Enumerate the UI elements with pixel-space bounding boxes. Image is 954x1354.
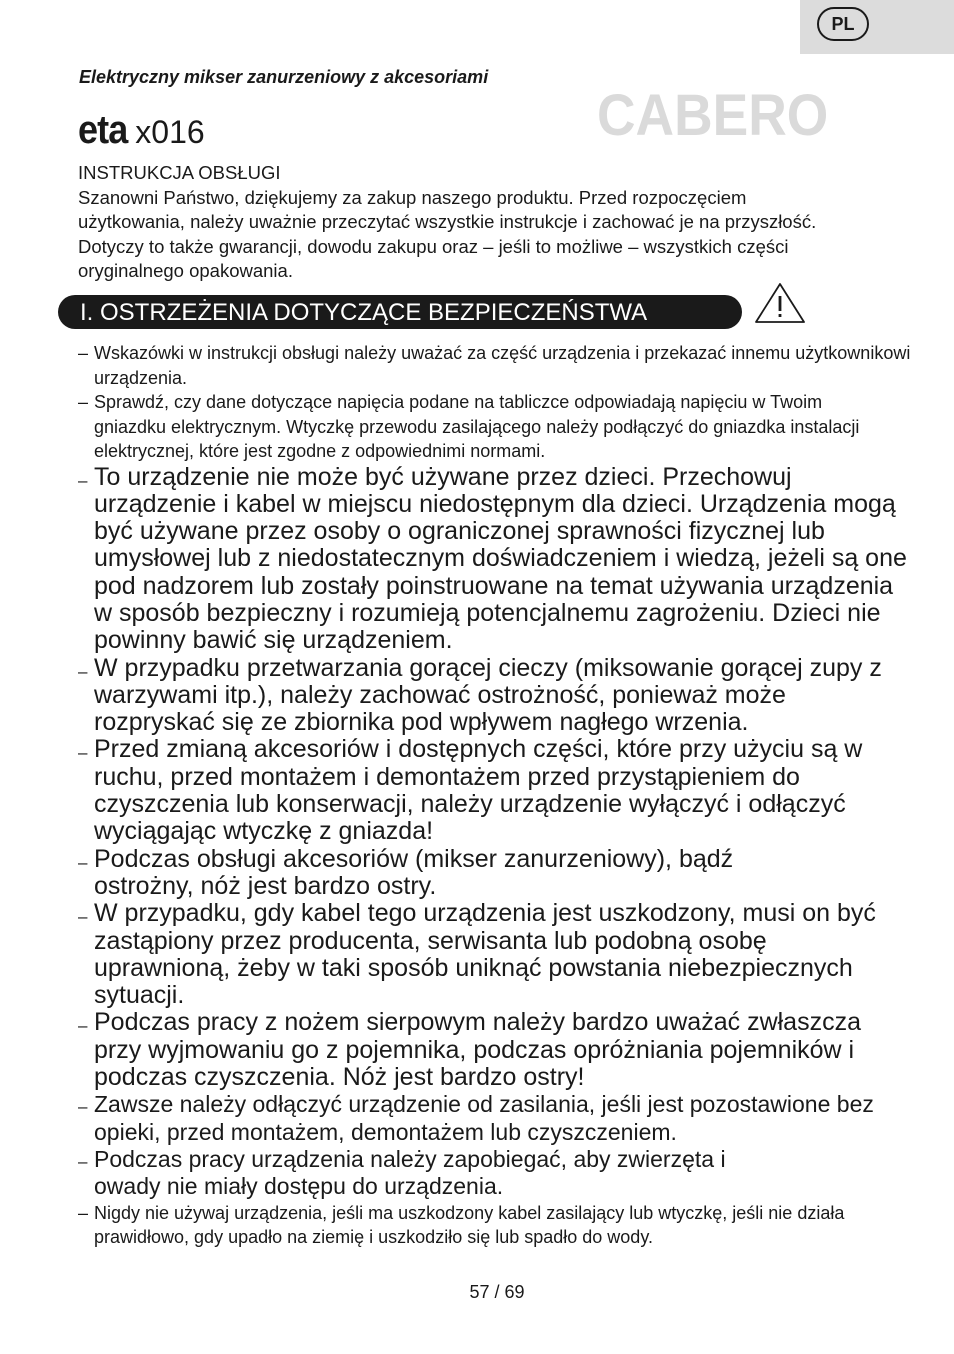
- list-item-text: To urządzenie nie może być używane przez dzieci. Przechowuj urządzenie i kabel w miejscu niedostępnym dla dzieci. Urządzenia mogą być używane przez osoby o ograniczonej sprawności fizycznej lub umysłowej lub z niedostatecznym doświadczeniem i wiedzą, jeżeli są one pod nadzorem lub zostały poinstruowane na temat używania urządzenia w sposób bezpieczny i rozumieją potencjalnemu zagrożeniu. Dzieci nie powinny bawić się urządzeniem.: [94, 462, 907, 655]
- list-item-text: Podczas pracy z nożem sierpowym należy bardzo uważać zwłaszcza przy wyjmowaniu go z pojemnika, podczas opróżniania pojemników i podczas czyszczenia. Nóż jest bardzo ostry!: [94, 1008, 861, 1092]
- list-dash: –: [78, 392, 89, 412]
- list-dash: –: [78, 343, 89, 363]
- list-item-text: W przypadku przetwarzania gorącej cieczy (miksowanie gorącej zupy z warzywami itp.), należy zachować ostrożność, ponieważ może rozpryskać się ze zbiornika pod wpływem nagłego wrzenia.: [94, 653, 882, 737]
- list-dash: –: [78, 852, 88, 872]
- brand-logo: eta: [78, 108, 128, 152]
- list-item-text: W przypadku, gdy kabel tego urządzenia jest uszkodzony, musi on być zastąpiony przez producenta, serwisanta lub podobną osobę uprawnioną, żeby w taki sposób uniknąć powstania niebezpiecznych sytuacji.: [94, 899, 876, 1010]
- section-title: I. OSTRZEŻENIA DOTYCZĄCE BEZPIECZEŃSTWA: [58, 295, 742, 329]
- intro-section: [78, 161, 838, 284]
- warning-triangle-icon: [754, 282, 806, 326]
- list-item: [78, 736, 894, 845]
- list-item-text: Wskazówki w instrukcji obsługi należy uważać za część urządzenia i przekazać innemu użytkownikowi urządzenia.: [94, 343, 911, 388]
- list-item: [78, 464, 914, 655]
- safety-warnings-list: [78, 341, 911, 1250]
- list-item: [78, 1146, 794, 1201]
- model-number: x016: [135, 114, 205, 150]
- list-dash: –: [78, 743, 88, 763]
- list-item: [78, 1091, 894, 1146]
- page-number: 57 / 69: [469, 1282, 525, 1302]
- brand-heading: [78, 108, 205, 153]
- list-item: [78, 900, 889, 1009]
- list-item: [78, 655, 902, 737]
- list-item: [78, 1009, 904, 1091]
- list-item: [78, 1201, 906, 1250]
- list-dash: –: [78, 661, 88, 681]
- list-dash: –: [78, 470, 88, 490]
- list-item-text: Sprawdź, czy dane dotyczące napięcia podane na tabliczce odpowiadają napięciu w Twoim gniazdku elektrycznym. Wtyczkę przewodu zasilającego należy podłączyć do gniazdka instalacji elektrycznej, które jest zgodne z odpowiednimi normami.: [94, 392, 860, 461]
- list-item-text: Zawsze należy odłączyć urządzenie od zasilania, jeśli jest pozostawione bez opieki, przed montażem, demontażem lub czyszczeniem.: [94, 1091, 874, 1145]
- list-dash: –: [78, 1097, 88, 1117]
- list-dash: –: [78, 1202, 89, 1223]
- list-dash: –: [78, 1016, 88, 1036]
- list-item-text: Podczas pracy urządzenia należy zapobiegać, aby zwierzęta i owady nie miały dostępu do urządzenia.: [94, 1145, 726, 1200]
- list-item-text: Przed zmianą akcesoriów i dostępnych części, które przy użyciu są w ruchu, przed montażem i demontażem przed przystąpieniem do czyszczenia lub konserwacji, należy urządzenie wyłączyć i odłączyć wyciągając wtyczkę z gniazda!: [94, 735, 863, 846]
- intro-heading: INSTRUKCJA OBSŁUGI: [78, 162, 281, 183]
- list-item-text: Podczas obsługi akcesoriów (mikser zanurzeniowy), bądź ostrożny, nóż jest bardzo ostry.: [94, 844, 734, 900]
- list-item: [78, 846, 814, 901]
- list-dash: –: [78, 907, 88, 927]
- list-dash: –: [78, 1151, 88, 1171]
- cabero-logo: CABERO: [597, 83, 829, 148]
- language-tab: [800, 0, 954, 54]
- intro-text: Szanowni Państwo, dziękujemy za zakup naszego produktu. Przed rozpoczęciem użytkowania, należy uważnie przeczytać wszystkie instrukcje i zachować je na przyszłość. Dotyczy to także gwarancji, dowodu zakupu oraz – jeśli to możliwe – wszystkich części oryginalnego opakowania.: [78, 186, 817, 281]
- language-badge: PL: [817, 7, 869, 41]
- product-subtitle: Elektryczny mikser zanurzeniowy z akcesoriami: [79, 67, 489, 87]
- list-item-text: Nigdy nie używaj urządzenia, jeśli ma uszkodzony kabel zasilający lub wtyczkę, jeśli nie działa prawidłowo, gdy upadło na ziemię i uszkodziło się lub spadło do wody.: [94, 1202, 845, 1248]
- list-item: [78, 341, 914, 390]
- list-item: [78, 390, 884, 464]
